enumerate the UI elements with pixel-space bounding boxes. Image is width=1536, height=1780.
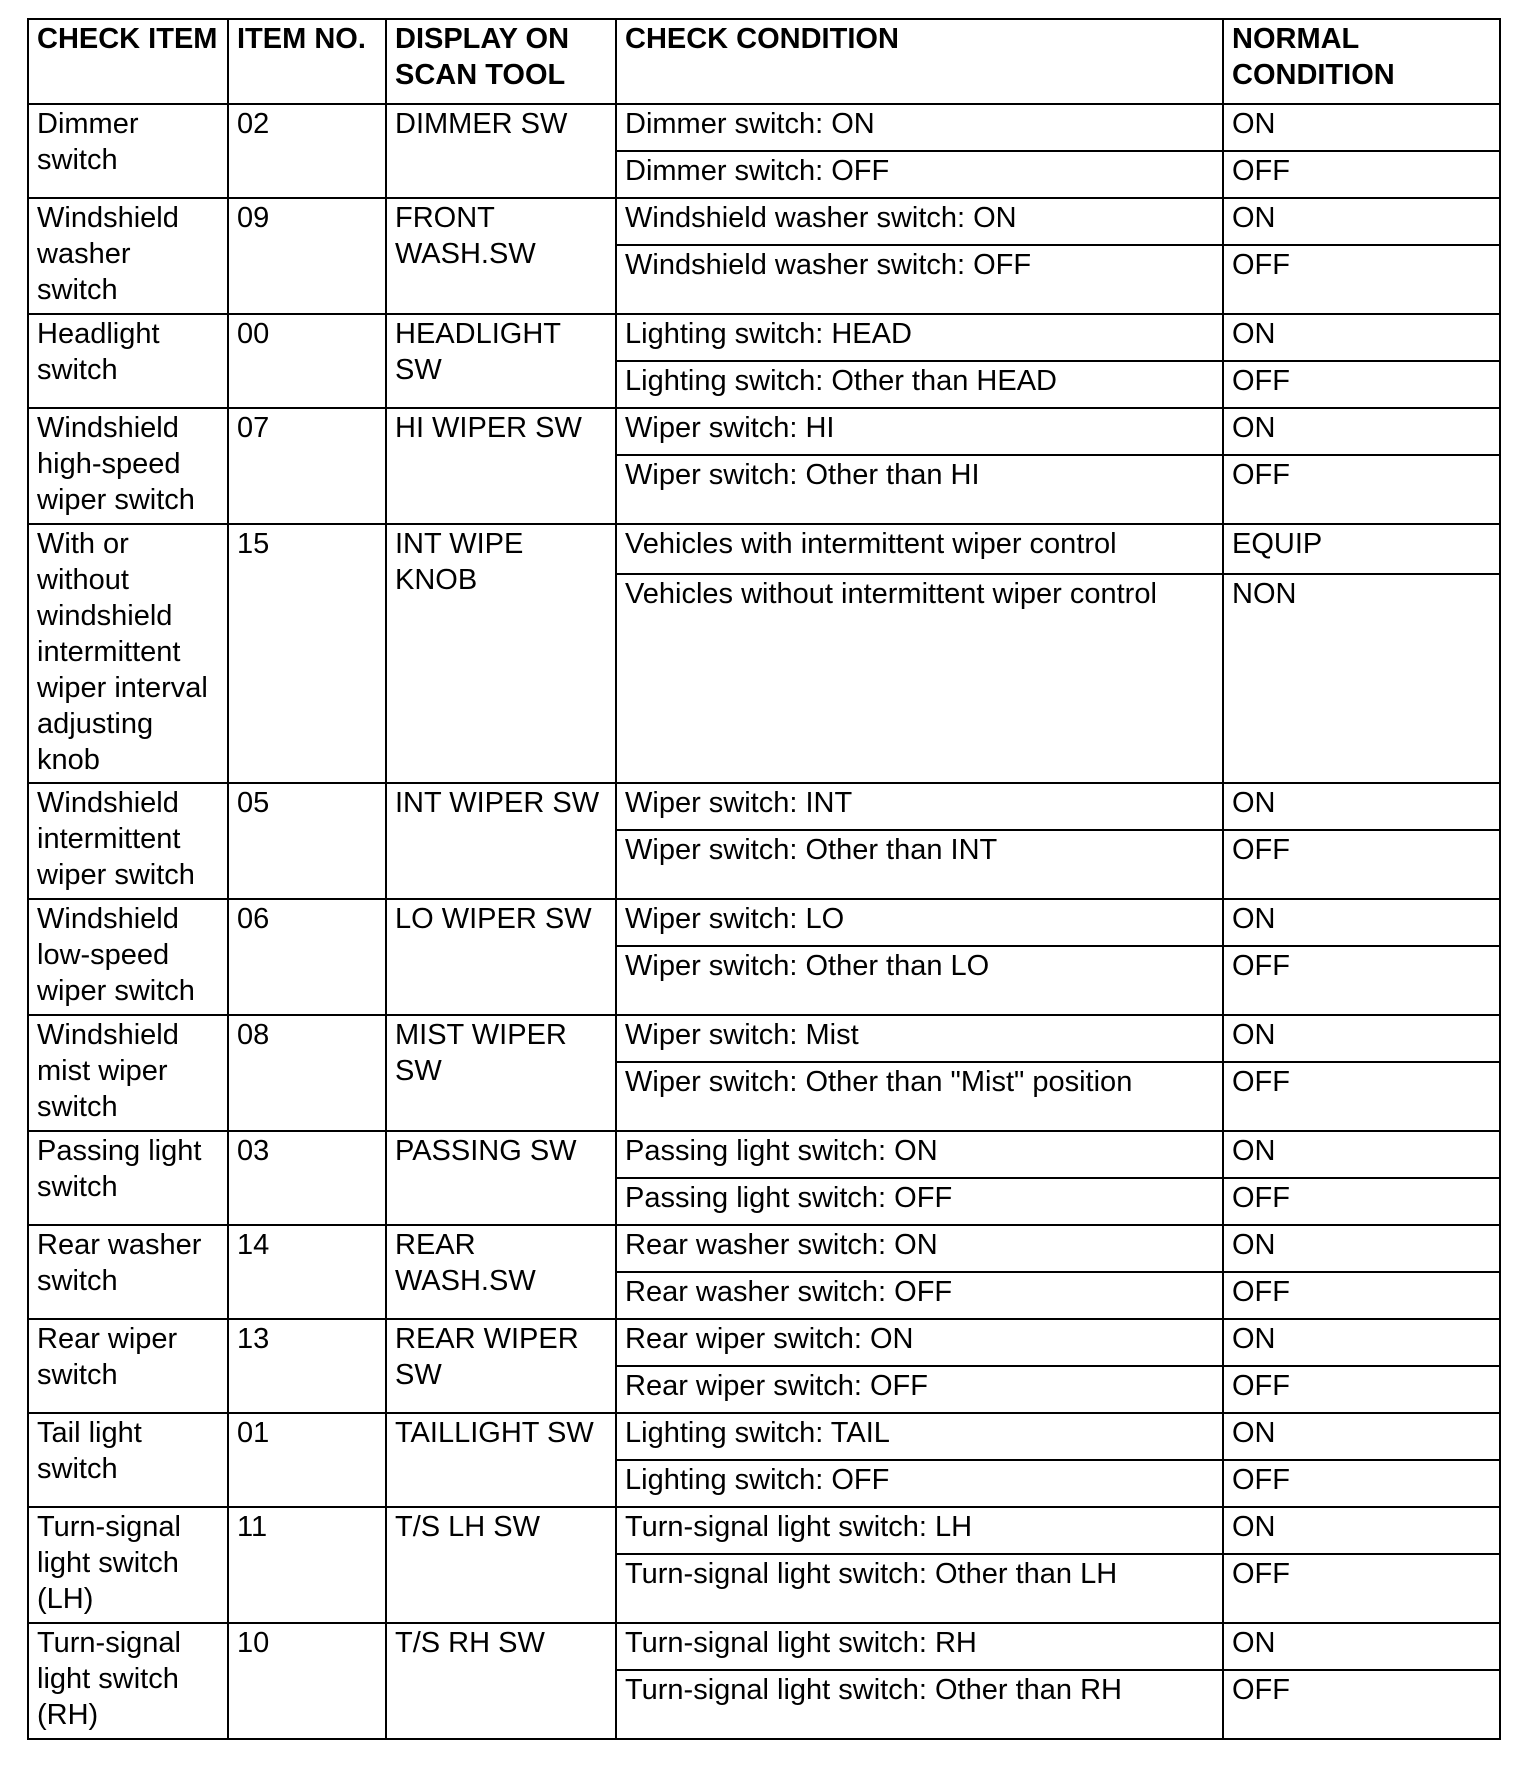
scan-tool-display-cell: INT WIPE KNOB <box>386 524 616 783</box>
check-item-cell: Windshield low-speed wiper switch <box>28 899 228 1015</box>
table-row <box>28 1015 1500 1062</box>
check-item-cell: Tail light switch <box>28 1413 228 1507</box>
check-item-cell: Windshield intermittent wiper switch <box>28 783 228 899</box>
check-condition-cell: Lighting switch: OFF <box>616 1460 1223 1507</box>
scan-tool-display-cell: INT WIPER SW <box>386 783 616 899</box>
check-condition-cell: Lighting switch: TAIL <box>616 1413 1223 1460</box>
normal-condition-cell: OFF <box>1223 1272 1500 1319</box>
table-body <box>28 104 1500 1739</box>
check-item-cell: With or without windshield intermittent wiper interval adjusting knob <box>28 524 228 783</box>
check-item-cell: Turn-signal light switch (LH) <box>28 1507 228 1623</box>
check-item-cell: Rear wiper switch <box>28 1319 228 1413</box>
check-condition-cell: Wiper switch: LO <box>616 899 1223 946</box>
item-no-cell: 14 <box>228 1225 386 1319</box>
normal-condition-cell: OFF <box>1223 1554 1500 1623</box>
scan-tool-display-cell: HI WIPER SW <box>386 408 616 524</box>
table-row <box>28 408 1500 455</box>
check-condition-cell: Turn-signal light switch: Other than LH <box>616 1554 1223 1623</box>
table-row <box>28 1413 1500 1460</box>
check-condition-cell: Wiper switch: Mist <box>616 1015 1223 1062</box>
table-row <box>28 524 1500 574</box>
check-item-cell: Windshield high-speed wiper switch <box>28 408 228 524</box>
check-condition-cell: Windshield washer switch: ON <box>616 198 1223 245</box>
normal-condition-cell: OFF <box>1223 1670 1500 1739</box>
check-condition-cell: Wiper switch: HI <box>616 408 1223 455</box>
check-condition-cell: Dimmer switch: ON <box>616 104 1223 151</box>
check-condition-cell: Windshield washer switch: OFF <box>616 245 1223 314</box>
header-display-on-scan-tool: DISPLAY ON SCAN TOOL <box>386 19 616 104</box>
check-condition-cell: Rear wiper switch: OFF <box>616 1366 1223 1413</box>
scan-tool-display-cell: REAR WASH.SW <box>386 1225 616 1319</box>
header-check-condition: CHECK CONDITION <box>616 19 1223 104</box>
check-condition-cell: Wiper switch: INT <box>616 783 1223 830</box>
scan-tool-display-cell: HEADLIGHT SW <box>386 314 616 408</box>
check-condition-cell: Wiper switch: Other than HI <box>616 455 1223 524</box>
normal-condition-cell: OFF <box>1223 830 1500 899</box>
header-check-item: CHECK ITEM <box>28 19 228 104</box>
check-condition-cell: Rear washer switch: ON <box>616 1225 1223 1272</box>
table-row <box>28 1131 1500 1178</box>
check-item-cell: Headlight switch <box>28 314 228 408</box>
table-row <box>28 783 1500 830</box>
table-row <box>28 104 1500 151</box>
normal-condition-cell: EQUIP <box>1223 524 1500 574</box>
table-row <box>28 198 1500 245</box>
normal-condition-cell: ON <box>1223 1225 1500 1272</box>
normal-condition-cell: ON <box>1223 1623 1500 1670</box>
normal-condition-cell: OFF <box>1223 245 1500 314</box>
scan-tool-display-cell: MIST WIPER SW <box>386 1015 616 1131</box>
normal-condition-cell: ON <box>1223 1507 1500 1554</box>
item-no-cell: 07 <box>228 408 386 524</box>
check-condition-cell: Rear washer switch: OFF <box>616 1272 1223 1319</box>
item-no-cell: 03 <box>228 1131 386 1225</box>
normal-condition-cell: ON <box>1223 783 1500 830</box>
normal-condition-cell: ON <box>1223 1319 1500 1366</box>
check-condition-cell: Vehicles without intermittent wiper control <box>616 574 1223 783</box>
check-condition-cell: Passing light switch: ON <box>616 1131 1223 1178</box>
check-item-cell: Windshield washer switch <box>28 198 228 314</box>
check-condition-cell: Turn-signal light switch: Other than RH <box>616 1670 1223 1739</box>
table-row <box>28 1319 1500 1366</box>
normal-condition-cell: OFF <box>1223 1062 1500 1131</box>
normal-condition-cell: OFF <box>1223 946 1500 1015</box>
check-condition-cell: Turn-signal light switch: LH <box>616 1507 1223 1554</box>
table-row <box>28 1507 1500 1554</box>
check-condition-cell: Passing light switch: OFF <box>616 1178 1223 1225</box>
header-normal-condition: NORMAL CONDITION <box>1223 19 1500 104</box>
normal-condition-cell: ON <box>1223 1015 1500 1062</box>
scan-tool-check-table <box>27 18 1501 1740</box>
check-condition-cell: Wiper switch: Other than LO <box>616 946 1223 1015</box>
item-no-cell: 09 <box>228 198 386 314</box>
check-item-cell: Passing light switch <box>28 1131 228 1225</box>
table-row <box>28 314 1500 361</box>
normal-condition-cell: OFF <box>1223 151 1500 198</box>
item-no-cell: 05 <box>228 783 386 899</box>
item-no-cell: 06 <box>228 899 386 1015</box>
normal-condition-cell: OFF <box>1223 1366 1500 1413</box>
scan-tool-display-cell: LO WIPER SW <box>386 899 616 1015</box>
normal-condition-cell: ON <box>1223 198 1500 245</box>
scan-tool-display-cell: DIMMER SW <box>386 104 616 198</box>
normal-condition-cell: ON <box>1223 408 1500 455</box>
normal-condition-cell: ON <box>1223 899 1500 946</box>
item-no-cell: 15 <box>228 524 386 783</box>
scan-tool-display-cell: TAILLIGHT SW <box>386 1413 616 1507</box>
item-no-cell: 11 <box>228 1507 386 1623</box>
check-condition-cell: Lighting switch: Other than HEAD <box>616 361 1223 408</box>
normal-condition-cell: OFF <box>1223 361 1500 408</box>
check-condition-cell: Vehicles with intermittent wiper control <box>616 524 1223 574</box>
normal-condition-cell: ON <box>1223 104 1500 151</box>
scan-tool-display-cell: FRONT WASH.SW <box>386 198 616 314</box>
item-no-cell: 13 <box>228 1319 386 1413</box>
normal-condition-cell: OFF <box>1223 455 1500 524</box>
scan-tool-display-cell: T/S LH SW <box>386 1507 616 1623</box>
check-condition-cell: Rear wiper switch: ON <box>616 1319 1223 1366</box>
check-condition-cell: Lighting switch: HEAD <box>616 314 1223 361</box>
check-condition-cell: Dimmer switch: OFF <box>616 151 1223 198</box>
normal-condition-cell: ON <box>1223 1413 1500 1460</box>
header-item-no: ITEM NO. <box>228 19 386 104</box>
scan-tool-display-cell: T/S RH SW <box>386 1623 616 1739</box>
item-no-cell: 08 <box>228 1015 386 1131</box>
scan-tool-display-cell: REAR WIPER SW <box>386 1319 616 1413</box>
check-condition-cell: Wiper switch: Other than INT <box>616 830 1223 899</box>
normal-condition-cell: NON <box>1223 574 1500 783</box>
normal-condition-cell: ON <box>1223 314 1500 361</box>
check-condition-cell: Turn-signal light switch: RH <box>616 1623 1223 1670</box>
normal-condition-cell: OFF <box>1223 1178 1500 1225</box>
scan-tool-display-cell: PASSING SW <box>386 1131 616 1225</box>
check-item-cell: Turn-signal light switch (RH) <box>28 1623 228 1739</box>
item-no-cell: 02 <box>228 104 386 198</box>
check-item-cell: Dimmer switch <box>28 104 228 198</box>
item-no-cell: 00 <box>228 314 386 408</box>
table-row <box>28 1623 1500 1670</box>
item-no-cell: 10 <box>228 1623 386 1739</box>
item-no-cell: 01 <box>228 1413 386 1507</box>
check-condition-cell: Wiper switch: Other than "Mist" position <box>616 1062 1223 1131</box>
check-item-cell: Windshield mist wiper switch <box>28 1015 228 1131</box>
normal-condition-cell: ON <box>1223 1131 1500 1178</box>
table-row <box>28 899 1500 946</box>
normal-condition-cell: OFF <box>1223 1460 1500 1507</box>
table-row <box>28 1225 1500 1272</box>
check-item-cell: Rear washer switch <box>28 1225 228 1319</box>
table-header-row <box>28 19 1500 104</box>
